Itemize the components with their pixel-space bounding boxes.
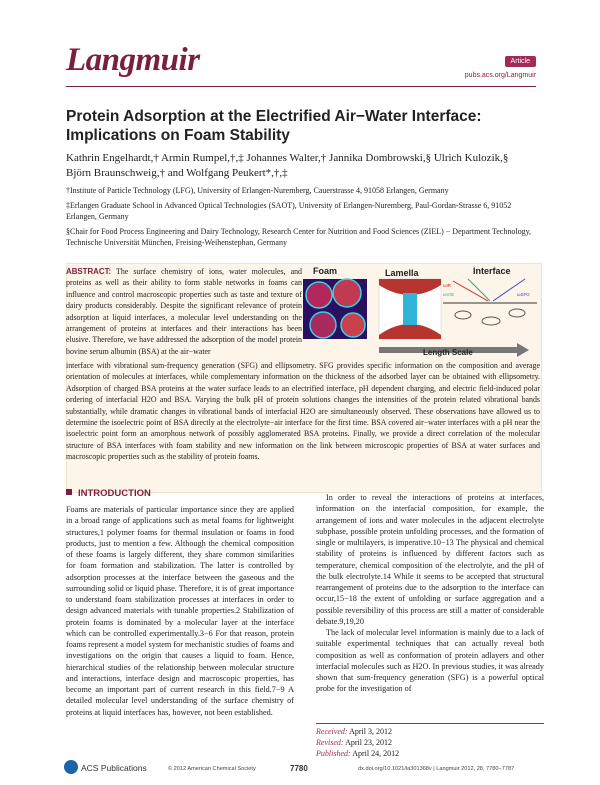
protein-molecule	[455, 311, 471, 319]
lamella-film	[403, 293, 417, 325]
copyright: © 2012 American Chemical Society	[168, 766, 256, 772]
intro-right-column	[316, 492, 544, 695]
published-date: Published: April 24, 2012	[316, 749, 400, 758]
toc-label-lamella: Lamella	[385, 268, 419, 278]
header-rule	[66, 86, 536, 87]
affiliation-2: ‡Erlangen Graduate School in Advanced Optical Technologies (SAOT), University of Erlangen-Nuremberg, Paul-Gordan-Strasse 6, 91052 Erlangen, Germany	[66, 201, 512, 221]
foam-bubble	[341, 313, 365, 337]
abstract-label: ABSTRACT:	[66, 267, 112, 276]
toc-label-wir: ωIR	[443, 283, 452, 288]
publication-dates	[316, 726, 399, 759]
vis-beam	[468, 279, 490, 301]
author-line-2: Björn Braunschweig,† and Wolfgang Peukert*,†,‡	[66, 166, 288, 179]
intro-paragraph-2: In order to reveal the interactions of proteins at interfaces, information on the interfacial composition, for example, the arrangement of ions and water molecules in the adjacent electrolyte subphase, possible protein unfolding processes, and the formation of single or multilayers, is imperative.10−13 The physical and chemical stability of proteins is influenced by different factors such as temperature, chemical composition of the electrolyte, and the pH of the bulk electrolyte.14 While it seems to be accepted that structural rearrangement of proteins due to the adsorption to the interface can occur,15−18 the extent of unfolding or surface aggregation and a possible reversibility of this process are still a matter of considerable debate.9,19,20	[316, 493, 544, 626]
revised-date: Revised: April 23, 2012	[316, 738, 392, 747]
journal-name: Langmuir	[66, 42, 200, 78]
affiliation-1: †Institute of Particle Technology (LFG), University of Erlangen-Nuremberg, Cauerstrasse 4, 91058 Erlangen, Germany	[66, 186, 449, 195]
abstract-text-narrow: The surface chemistry of ions, water molecules, and proteins as well as their ability to form stable networks in foams can influence and control macroscopic properties such as taste and texture of dairy products considerably. Despite the significant relevance of protein adsorption at liquid interfaces, a molecular level understanding on the arrangement of proteins at interfaces and their interactions has been elusive. Therefore, we have addressed the adsorption of the model protein bovine serum albumin (BSA) at the air−water	[66, 267, 302, 356]
abstract-text-wide: interface with vibrational sum-frequency generation (SFG) and ellipsometry. SFG provides specific information on the composition and average orientation of molecules at interfaces, while complementary information on the thickness of the adsorbed layer can be obtained with ellipsometry. Adsorption of charged BSA proteins at the water surface leads to an electrified interface, pH dependent charging, and electric field-induced polar ordering of interfacial H2O and BSA. Varying the bulk pH of protein solutions changes the intensities of the protein related vibrational bands substantially, while dramatic changes in vibrational bands of interfacial H2O are simultaneously observed. These observations have allowed us to determine the isoelectric point of BSA directly at the electrolyte−air interface for the first time. BSA covered air−water interfaces with a pH near the isoelectric point form an amorphous network of possibly agglomerated BSA proteins. Finally, we provide a direct correlation of the molecular structure of BSA interfaces with foam stability and new information on the link between microscopic properties of BSA at water surfaces and macroscopic properties such as the stability of protein foams.	[66, 361, 540, 462]
intro-paragraph-3: The lack of molecular level information is mainly due to a lack of suitable experimental techniques that can actually reveal both composition as well as conformation of protein adlayers and other interfacial molecules such as H2O. In previous studies, it was already shown that sum-frequency generation (SFG) is a powerful optical probe for the investigation of	[316, 628, 544, 694]
publisher-logo[interactable]: ACS Publications	[64, 760, 147, 774]
protein-molecule	[482, 317, 500, 325]
section-heading-text: INTRODUCTION	[78, 488, 151, 499]
foam-bubble	[306, 282, 332, 308]
sfg-beam	[493, 279, 525, 301]
acs-logo-icon	[64, 760, 78, 774]
article-title: Protein Adsorption at the Electrified Air−Water Interface: Implications on Foam Stability	[66, 108, 482, 144]
dates-rule	[316, 723, 544, 724]
author-list	[66, 151, 536, 180]
doi-citation[interactable]: dx.doi.org/10.1021/la301368v | Langmuir 2012, 28, 7780−7787	[358, 766, 515, 772]
ir-beam	[453, 281, 488, 301]
toc-label-foam: Foam	[313, 266, 338, 276]
author-line-1: Kathrin Engelhardt,† Armin Rumpel,†,‡ Johannes Walter,† Jannika Dombrowski,§ Ulrich Kulozik,§	[66, 152, 509, 164]
toc-graphic	[303, 265, 537, 358]
toc-label-scale: Length Scale	[423, 348, 473, 357]
toc-label-wvis: ωVIS	[443, 292, 454, 297]
affiliation-3: §Chair for Food Process Engineering and Dairy Technology, Research Center for Nutrition and Food Sciences (ZIEL) − Department Technology, Technische Universität München, Freising-Weihenstephan, Germany	[66, 227, 532, 247]
foam-bubble	[310, 312, 336, 338]
foam-bubble	[333, 279, 361, 307]
article-type-badge: Article	[505, 56, 536, 67]
protein-molecule	[509, 309, 525, 317]
section-heading	[66, 488, 151, 499]
intro-left-column: Foams are materials of particular importance since they are applied in a broad range of applications such as metal foams for lightweight structures,1 polymer foams for thermal insulation or foams in food products, just to mention a few. Although the chemical composition of these foams is largely different, they share common similarities for foam formation and stabilization. The latter is controlled by adsorption processes at the interface between the gaseous and the surrounding solid or liquid phase. Therefore, it is of great importance to understand foam stabilization processes at interfaces in order to design advanced materials with tunable properties.2 Stabilization of protein foams is dominated by a molecular layer at the interface which can be controlled experimentally.3−6 For that reason, protein foams represent a model system for mechanistic studies of foams and investigations on the origin that causes a liquid to foam. Hence, hierarchical studies of the relationship between molecular structure and interactions, interface design and macroscopic properties, has become an important part of current research in this field.7−9 A detailed molecular level understanding of the surface chemistry of proteins at liquid interfaces has, however, not been established.	[66, 505, 294, 717]
journal-url[interactable]: pubs.acs.org/Langmuir	[464, 72, 536, 79]
toc-label-interface: Interface	[473, 266, 511, 276]
toc-label-wsfg: ωSFG	[517, 292, 530, 297]
page-number: 7780	[290, 764, 308, 773]
received-date: Received: April 3, 2012	[316, 727, 392, 736]
abstract-narrow	[66, 266, 302, 357]
section-square-icon	[66, 489, 72, 495]
